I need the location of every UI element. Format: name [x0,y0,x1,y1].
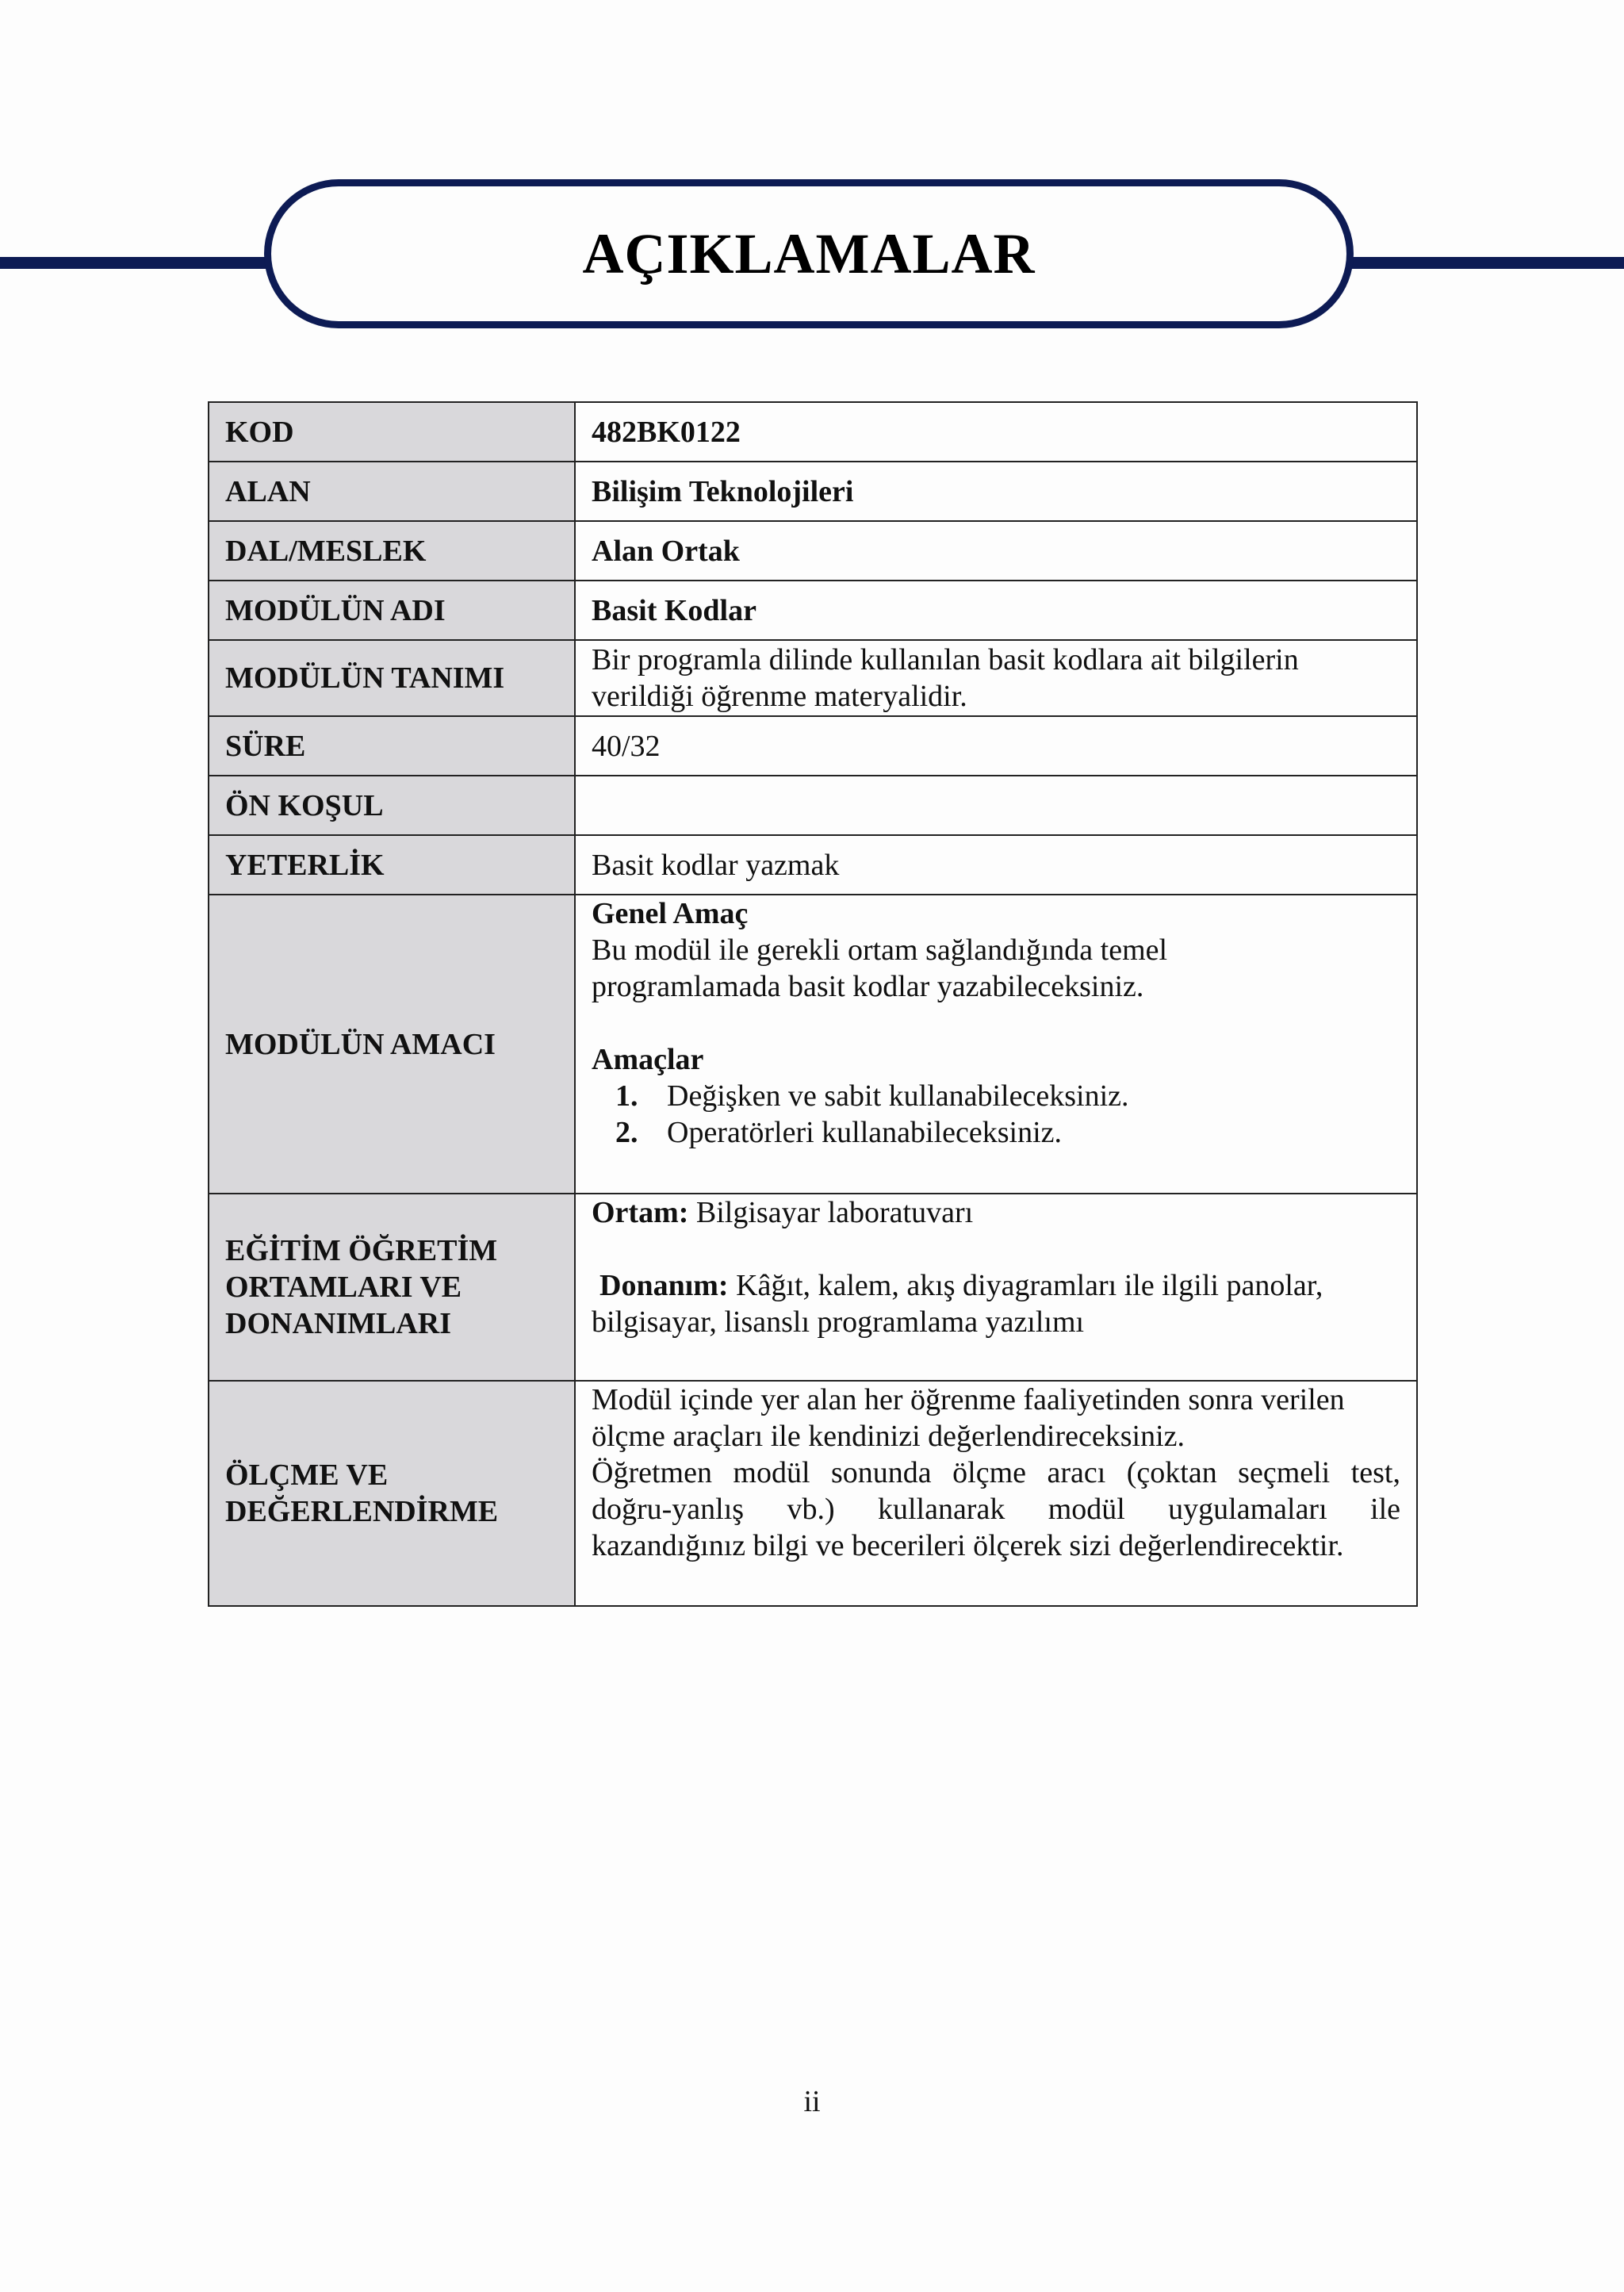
list-item [592,1114,1400,1151]
ortam-line [592,1194,1400,1231]
table-row [209,835,1417,895]
kod-label: KOD [209,402,575,462]
amac-value [575,895,1417,1194]
list-item [592,1078,1400,1114]
ortam-value [575,1194,1417,1381]
genel-amac-title: Genel Amaç [592,897,749,930]
table-row [209,402,1417,462]
list-item-text: Operatörleri kullanabileceksiniz. [667,1116,1063,1149]
alan-value: Bilişim Teknolojileri [575,462,1417,521]
modul-tanimi-line: Bir programla dilinde kullanılan basit kodlara ait bilgilerin [592,643,1299,676]
on-kosul-value [575,776,1417,835]
donanim-title: Donanım: [599,1269,729,1302]
ortam-title: Ortam: [592,1196,689,1229]
yeterlik-value: Basit kodlar yazmak [575,835,1417,895]
ortam-text: Bilgisayar laboratuvarı [688,1196,974,1229]
amaclar-title: Amaçlar [592,1043,704,1076]
table-row [209,1381,1417,1606]
table-row [209,462,1417,521]
table-row [209,581,1417,640]
kod-value: 482BK0122 [575,402,1417,462]
olcme-line: kazandığınız bilgi ve becerileri ölçerek sizi değerlendirecektir. [592,1529,1344,1562]
modul-adi-value: Basit Kodlar [575,581,1417,640]
genel-amac-line: Bu modül ile gerekli ortam sağlandığında temel [592,933,1168,967]
list-item-number: 2. [615,1116,638,1149]
olcme-line: ölçme araçları ile kendinizi değerlendireceksiniz. [592,1420,1185,1453]
donanim-line: bilgisayar, lisanslı programlama yazılımı [592,1305,1085,1339]
olcme-line: Modül içinde yer alan her öğrenme faaliyetinden sonra verilen [592,1383,1345,1416]
modul-tanimi-line: verildiği öğrenme materyalidir. [592,680,967,713]
spacer [592,1231,1400,1267]
module-info-table [208,401,1418,1607]
list-item-number: 1. [615,1079,638,1113]
page-number: ii [803,2085,821,2118]
header-rule-right [1348,257,1624,269]
olcme-label [209,1381,575,1606]
list-item-text: Değişken ve sabit kullanabileceksiniz. [667,1079,1129,1113]
table-row [209,1194,1417,1381]
modul-adi-label: MODÜLÜN ADI [209,581,575,640]
donanim-text: Kâğıt, kalem, akış diyagramları ile ilgili panolar, [728,1269,1323,1302]
ortam-label-line: ORTAMLARI VE [225,1271,462,1304]
yeterlik-label: YETERLİK [209,835,575,895]
table-row [209,521,1417,581]
header-rule-left [0,257,270,269]
ortam-label-line: EĞİTİM ÖĞRETİM [225,1234,498,1267]
olcme-line: Öğretmen modül sonunda ölçme aracı (çoktan seçmeli test, [592,1456,1400,1489]
genel-amac-line: programlamada basit kodlar yazabileceksiniz. [592,970,1144,1003]
page-title: AÇIKLAMALAR [582,221,1036,286]
table-row [209,895,1417,1194]
alan-label: ALAN [209,462,575,521]
ortam-label-line: DONANIMLARI [225,1307,451,1340]
sure-value: 40/32 [575,716,1417,776]
dal-label: DAL/MESLEK [209,521,575,581]
modul-tanimi-label: MODÜLÜN TANIMI [209,640,575,716]
table-row [209,776,1417,835]
olcme-label-line: DEĞERLENDİRME [225,1495,499,1528]
sure-label: SÜRE [209,716,575,776]
olcme-label-line: ÖLÇME VE [225,1458,389,1492]
amac-label: MODÜLÜN AMACI [209,895,575,1194]
donanim-line [592,1267,1400,1304]
ortam-label [209,1194,575,1381]
dal-value: Alan Ortak [575,521,1417,581]
on-kosul-label: ÖN KOŞUL [209,776,575,835]
table-row [209,716,1417,776]
header-banner [264,179,1354,328]
spacer [592,1005,1400,1041]
table-row [209,640,1417,716]
olcme-value [575,1381,1417,1606]
olcme-line: doğru-yanlış vb.) kullanarak modül uygulamaları ile [592,1493,1400,1526]
modul-tanimi-value [575,640,1417,716]
